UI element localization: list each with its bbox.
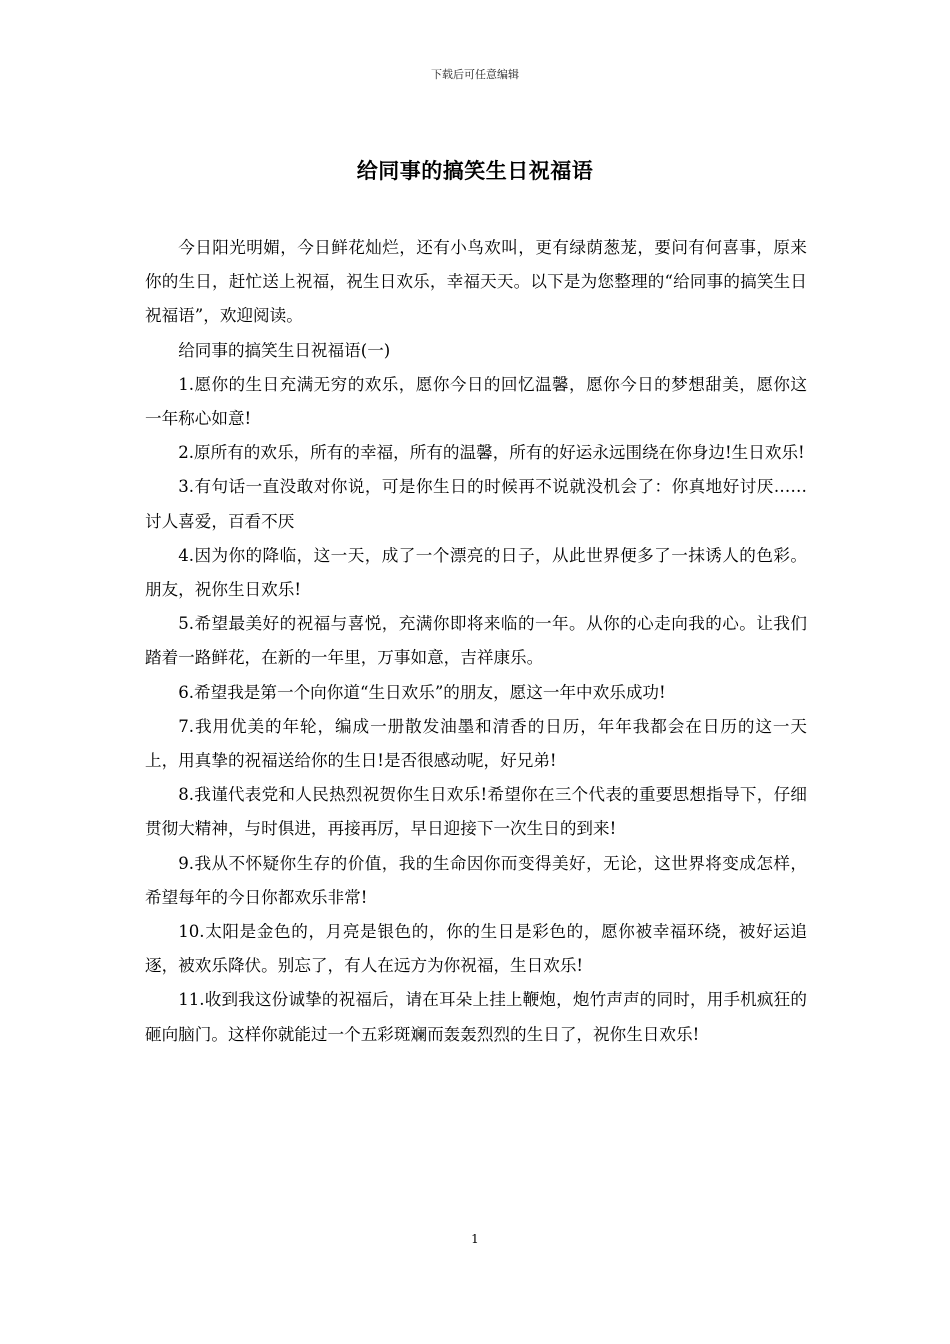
document-title: 给同事的搞笑生日祝福语 <box>356 158 594 183</box>
document-body <box>145 231 807 1052</box>
list-item: 3.有句话一直没敢对你说，可是你生日的时候再不说就没机会了：你真地好讨厌……讨人喜爱，百看不厌 <box>145 477 807 531</box>
list-item: 10.太阳是金色的，月亮是银色的，你的生日是彩色的，愿你被幸福环绕，被好运追逐，被欢乐降伏。别忘了，有人在远方为你祝福，生日欢乐! <box>145 922 807 976</box>
page-number: 1 <box>471 1232 479 1246</box>
list-item: 4.因为你的降临，这一天，成了一个漂亮的日子，从此世界便多了一抹诱人的色彩。朋友，祝你生日欢乐! <box>145 545 807 600</box>
section-heading: 给同事的搞笑生日祝福语(一) <box>178 340 391 360</box>
intro-paragraph: 今日阳光明媚，今日鲜花灿烂，还有小鸟欢叫，更有绿荫葱茏，要问有何喜事，原来你的生日，赶忙送上祝福，祝生日欢乐，幸福天天。以下是为您整理的“给同事的搞笑生日祝福语”，欢迎阅读。 <box>145 238 807 326</box>
list-item: 2.原所有的欢乐，所有的幸福，所有的温馨，所有的好运永远围绕在你身边!生日欢乐! <box>178 443 805 463</box>
list-item: 6.希望我是第一个向你道“生日欢乐”的朋友，愿这一年中欢乐成功! <box>178 682 666 702</box>
list-item: 7.我用优美的年轮，编成一册散发油墨和清香的日历，年年我都会在日历的这一天上，用真挚的祝福送给你的生日!是否很感动呢，好兄弟! <box>145 716 807 771</box>
page-header-note: 下载后可任意编辑 <box>431 68 519 81</box>
list-item: 9.我从不怀疑你生存的价值，我的生命因你而变得美好，无论，这世界将变成怎样，希望每年的今日你都欢乐非常! <box>145 853 807 907</box>
list-item: 11.收到我这份诚挚的祝福后，请在耳朵上挂上鞭炮，炮竹声声的同时，用手机疯狂的砸向脑门。这样你就能过一个五彩斑斓而轰轰烈烈的生日了，祝你生日欢乐! <box>145 990 807 1044</box>
list-item: 5.希望最美好的祝福与喜悦，充满你即将来临的一年。从你的心走向我的心。让我们踏着一路鲜花，在新的一年里，万事如意，吉祥康乐。 <box>145 614 807 668</box>
list-item: 1.愿你的生日充满无穷的欢乐，愿你今日的回忆温馨，愿你今日的梦想甜美，愿你这一年称心如意! <box>145 374 807 429</box>
list-item: 8.我谨代表党和人民热烈祝贺你生日欢乐!希望你在三个代表的重要思想指导下，仔细贯彻大精神，与时俱进，再接再厉，早日迎接下一次生日的到来! <box>145 785 807 839</box>
